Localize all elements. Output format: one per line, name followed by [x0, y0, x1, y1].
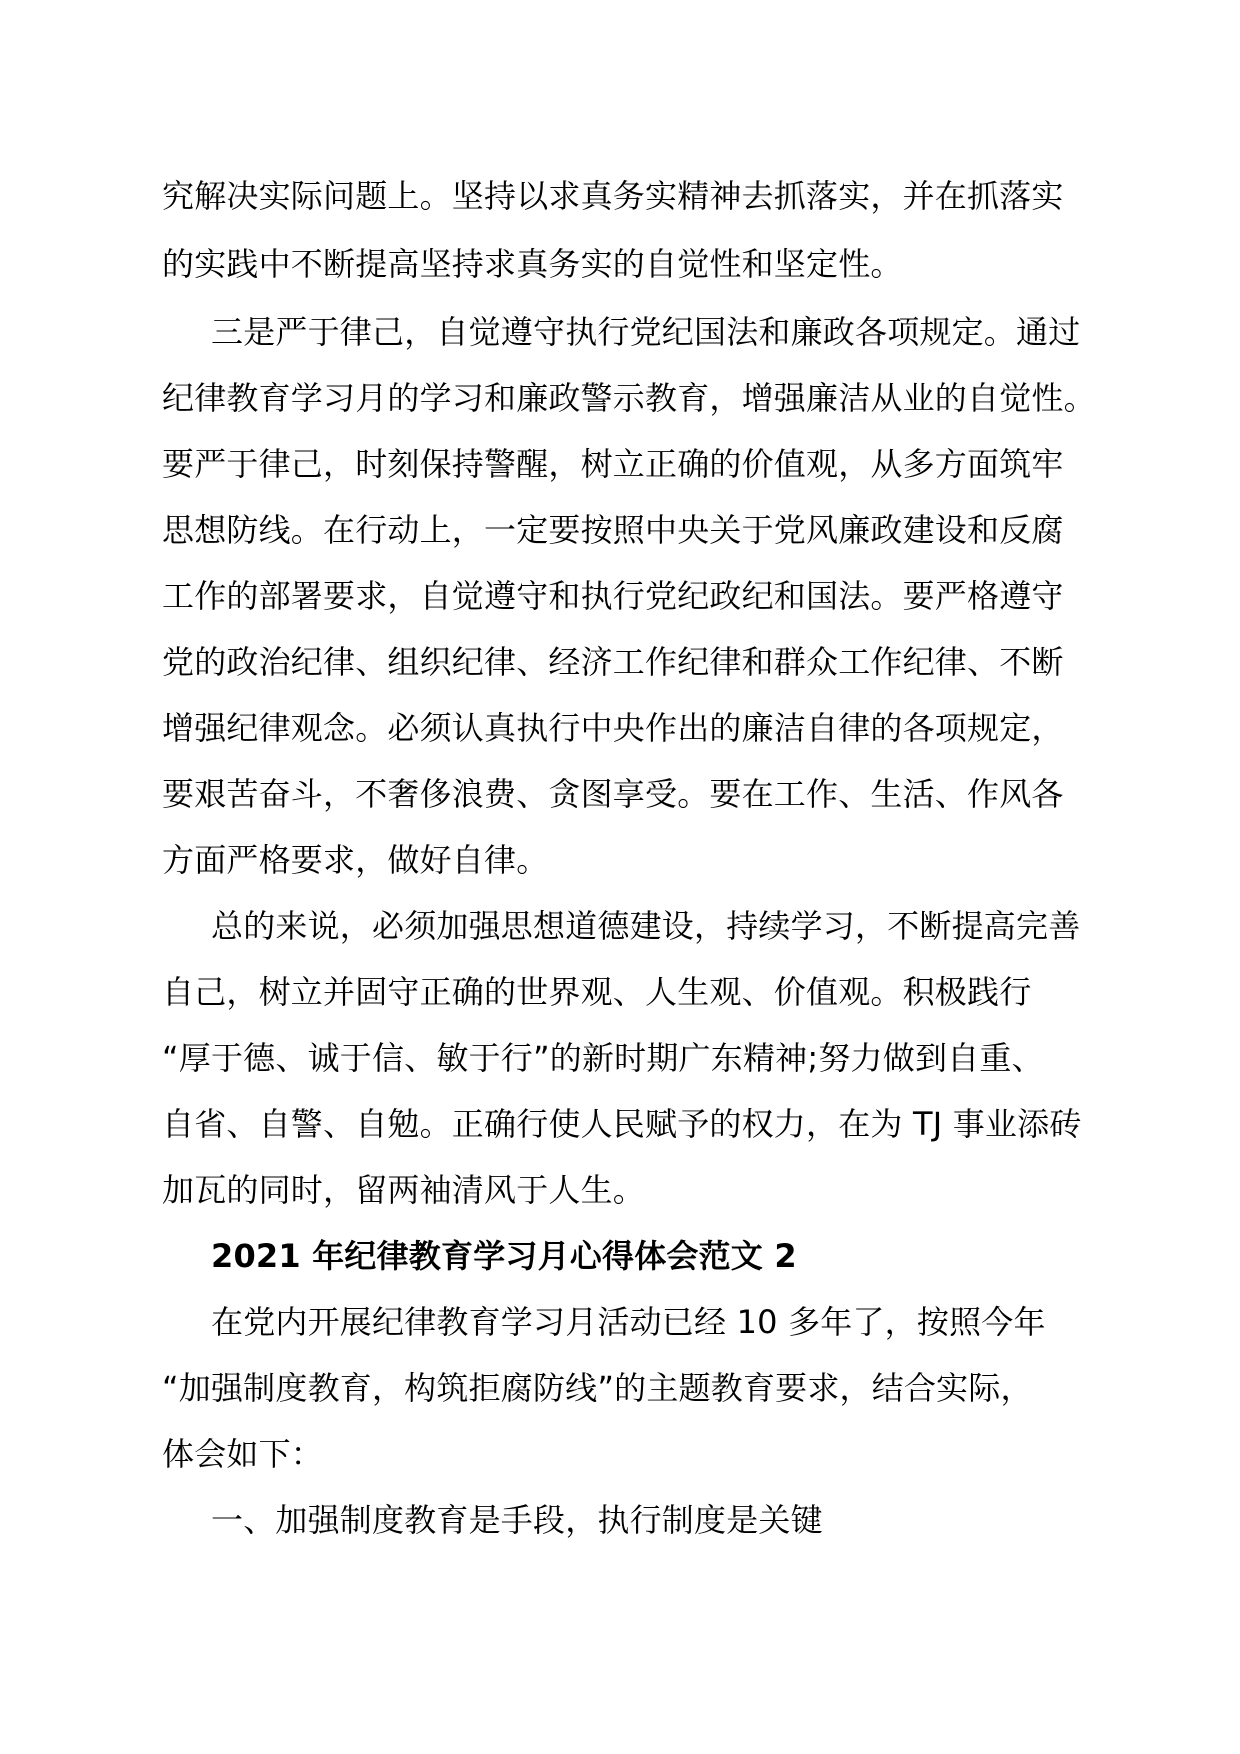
paragraph-line: 党的政治纪律、组织纪律、经济工作纪律和群众工作纪律、不断	[162, 643, 1064, 681]
paragraph-line: 自己，树立并固守正确的世界观、人生观、价值观。积极践行	[162, 973, 1032, 1011]
paragraph-line: 究解决实际问题上。坚持以求真务实精神去抓落实，并在抓落实	[162, 177, 1064, 215]
section-heading: 2021 年纪律教育学习月心得体会范文 2	[211, 1237, 797, 1275]
paragraph-line: “厚于德、诚于信、敏于行”的新时期广东精神;努力做到自重、	[162, 1039, 1044, 1077]
paragraph-line: 方面严格要求，做好自律。	[162, 841, 549, 879]
paragraph-line: 在党内开展纪律教育学习月活动已经 10 多年了，按照今年	[211, 1303, 1046, 1341]
paragraph-line: 思想防线。在行动上，一定要按照中央关于党风廉政建设和反腐	[162, 511, 1064, 549]
paragraph-line: 要严于律己，时刻保持警醒，树立正确的价值观，从多方面筑牢	[162, 445, 1064, 483]
paragraph-line: 自省、自警、自勉。正确行使人民赋予的权力，在为 TJ 事业添砖	[162, 1105, 1082, 1143]
subheading-line: 一、加强制度教育是手段，执行制度是关键	[211, 1501, 823, 1539]
paragraph-line: “加强制度教育，构筑拒腐防线”的主题教育要求，结合实际，	[162, 1369, 1033, 1407]
paragraph-line: 纪律教育学习月的学习和廉政警示教育，增强廉洁从业的自觉性。	[162, 379, 1096, 417]
paragraph-line: 要艰苦奋斗，不奢侈浪费、贪图享受。要在工作、生活、作风各	[162, 775, 1064, 813]
paragraph-line: 工作的部署要求，自觉遵守和执行党纪政纪和国法。要严格遵守	[162, 577, 1064, 615]
paragraph-line: 的实践中不断提高坚持求真务实的自觉性和坚定性。	[162, 245, 903, 283]
paragraph-line: 加瓦的同时，留两袖清风于人生。	[162, 1171, 646, 1209]
paragraph-line: 体会如下：	[162, 1435, 324, 1473]
paragraph-line: 增强纪律观念。必须认真执行中央作出的廉洁自律的各项规定，	[162, 709, 1064, 747]
paragraph-line: 总的来说，必须加强思想道德建设，持续学习，不断提高完善	[211, 907, 1081, 945]
paragraph-line: 三是严于律己，自觉遵守执行党纪国法和廉政各项规定。通过	[211, 313, 1081, 351]
